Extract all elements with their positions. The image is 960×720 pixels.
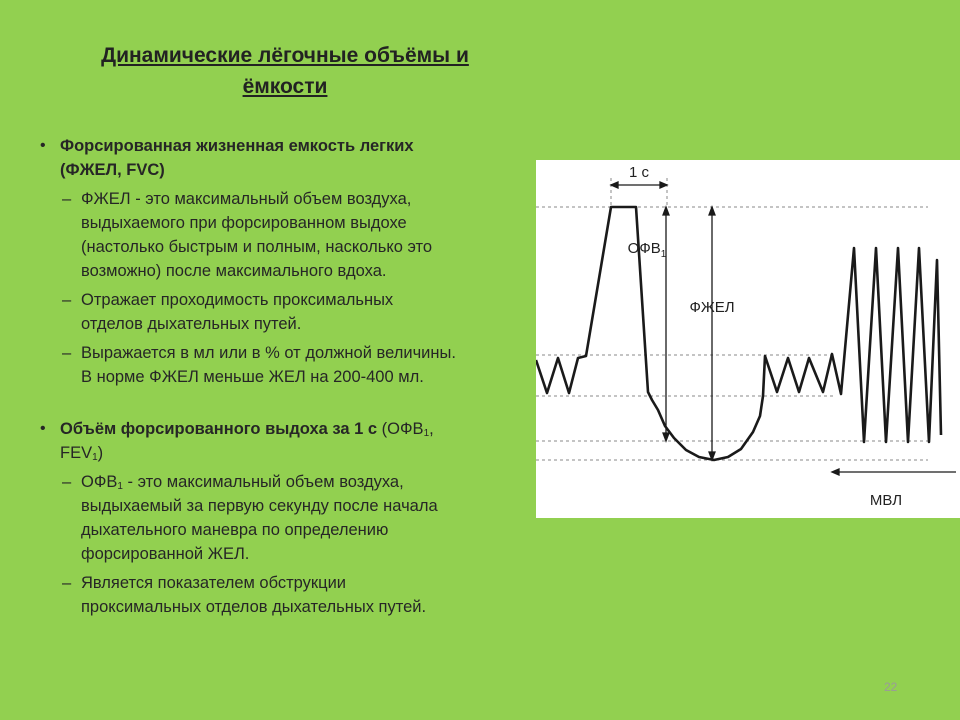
arrow-head-icon — [611, 182, 618, 188]
sub-text-line: возможно) после максимального вдоха. — [81, 262, 387, 280]
sub-text-line: выдыхаемый за первую секунду после начала — [81, 497, 438, 515]
diagram-labels — [628, 164, 902, 509]
arrow-head-icon — [663, 433, 669, 441]
sub-text-line: (настолько быстрым и полным, насколько это — [81, 238, 433, 256]
fev1-term: ОФВ — [81, 473, 118, 491]
subscript: 1 — [92, 452, 98, 463]
sub-text-line: проксимальных отделов дыхательных путей. — [81, 598, 427, 616]
fev1-diagram-label-text: ОФВ — [627, 240, 661, 257]
sub-text-line: форсированной ЖЕЛ. — [81, 545, 250, 563]
slide-body — [40, 134, 535, 619]
measurement-arrows — [611, 182, 956, 475]
bullet-fvc-heading-line-1: Форсированная жизненная емкость легких — [60, 137, 414, 155]
arrow-head-icon — [663, 207, 669, 215]
slide-title-line-2: ёмкости — [242, 75, 328, 98]
arrow-head-icon — [832, 469, 839, 475]
sub-item-fvc-airways — [40, 288, 535, 336]
sub-item-fev1-definition — [40, 470, 535, 566]
subscript: 1 — [117, 481, 123, 492]
arrow-head-icon — [709, 207, 715, 215]
fev1-definition-start: - это максимальный объем воздуха, — [122, 473, 404, 491]
spirogram-diagram — [536, 160, 960, 518]
fev-label: FEV — [60, 444, 93, 462]
sub-text-line: Отражает проходимость проксимальных — [81, 291, 394, 309]
bullet-fev1 — [40, 417, 535, 465]
bullet-fev1-heading-line-1 — [60, 417, 535, 441]
slide-title-line-1: Динамические лёгочные объёмы и — [101, 44, 469, 67]
dash-icon: – — [62, 190, 72, 208]
bullet-dot-icon: • — [40, 137, 46, 154]
one-second-label: 1 с — [628, 164, 650, 181]
mvv-diagram-label: МВЛ — [869, 492, 903, 509]
bullet-dot-icon: • — [40, 420, 46, 437]
sub-text-line: отделов дыхательных путей. — [81, 315, 302, 333]
bullet-fvc-heading-line-2: (ФЖЕЛ, FVC) — [60, 161, 165, 179]
bullet-fvc — [40, 134, 535, 182]
arrow-head-icon — [660, 182, 667, 188]
slide-title — [40, 40, 530, 102]
sub-text-line: дыхательного маневра по определению — [81, 521, 389, 539]
dash-icon: – — [62, 291, 72, 309]
bullet-fev1-heading-comma: , — [429, 420, 434, 438]
sub-text-line: Выражается в мл или в % от должной величины. — [81, 344, 456, 362]
spirogram-svg — [536, 160, 960, 518]
fev1-diagram-label — [628, 240, 667, 260]
fvc-diagram-label: ФЖЕЛ — [689, 299, 735, 316]
spirogram-curve — [536, 207, 941, 460]
subscript: 1 — [423, 428, 430, 439]
bullet-fev1-heading-rest: (ОФВ — [377, 420, 424, 438]
dash-icon: – — [62, 344, 72, 362]
bullet-fev1-heading-bold: Объём форсированного выдоха за 1 с — [60, 420, 378, 438]
dash-icon: – — [62, 473, 72, 491]
sub-text-line: В норме ФЖЕЛ меньше ЖЕЛ на 200-400 мл. — [81, 368, 424, 386]
sub-text-line — [81, 470, 535, 494]
bullet-fev1-heading-line-2 — [60, 441, 535, 465]
sub-item-fvc-definition — [40, 187, 535, 283]
fev1-diagram-label-sub: 1 — [660, 249, 667, 260]
sub-item-fev1-obstruction — [40, 571, 535, 619]
page-number: 22 — [884, 680, 898, 694]
dash-icon: – — [62, 574, 72, 592]
sub-text-line: выдыхаемого при форсированном выдохе — [81, 214, 407, 232]
closing-paren: ) — [97, 444, 104, 462]
sub-text-line: ФЖЕЛ - это максимальный объем воздуха, — [81, 190, 412, 208]
sub-item-fvc-units — [40, 341, 535, 389]
sub-text-line: Является показателем обструкции — [81, 574, 347, 592]
reference-lines — [536, 178, 928, 460]
